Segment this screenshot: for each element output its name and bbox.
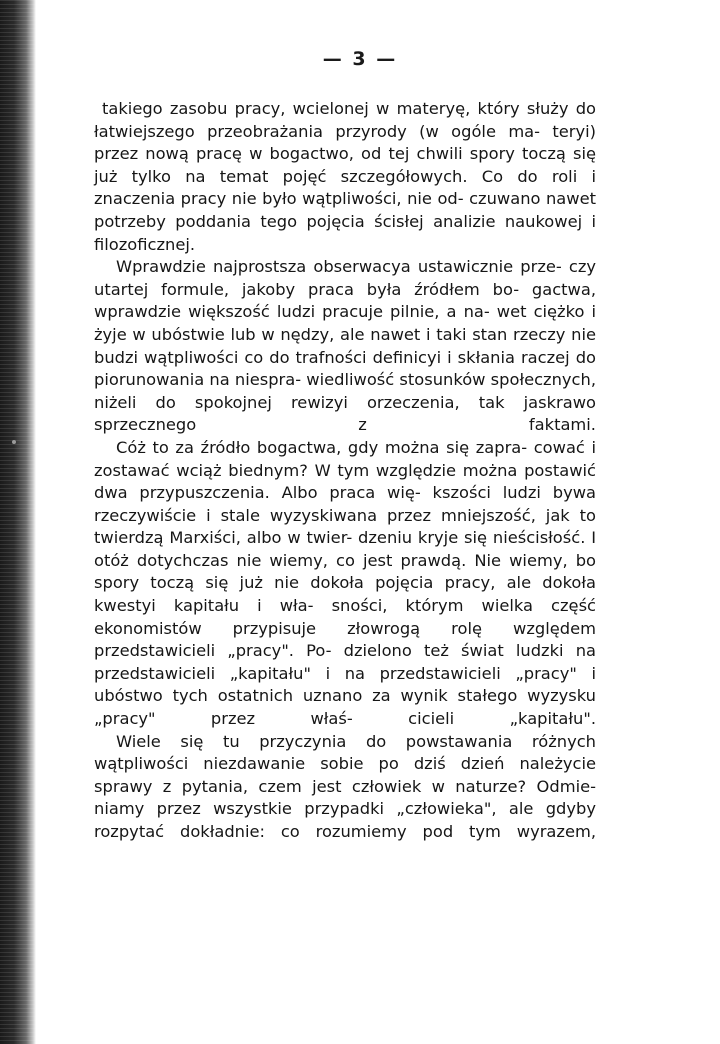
scan-speck: [12, 440, 16, 444]
page-number: — 3 —: [322, 48, 398, 70]
paragraph-3: Cóż to za źródło bogactwa, gdy można się zapra- cować i zostawać wciąż biednym? W tym względzie można postawić dwa przypuszczenia. Albo praca wię- kszości ludzi bywa rzeczywiście i stale wyzyskiwana przez mniejszość, jak to twierdzą Marxiści, albo w twier- dzeniu kryje się nieścisłość. I otóż dotychczas nie wiemy, co jest prawdą. Nie wiemy, bo spory toczą się już nie dokoła pojęcia pracy, ale dokoła kwestyi kapitału i wła- sności, którym wielka część ekonomistów przypisuje złowrogą rolę względem przedstawicieli „pracy". Po- dzielono też świat ludzki na przedstawicieli „kapitału" i na przedstawicieli „pracy" i ubóstwo tych ostatnich uznano za wynik stałego wyzysku „pracy" przez właś- cicieli „kapitału".: [94, 437, 596, 729]
paragraph-4: Wiele się tu przyczynia do powstawania różnych wątpliwości niezdawanie sobie po dziś dzień należycie sprawy z pytania, czem jest człowiek w naturze? Odmie- niamy przez wszystkie przypadki „człowieka", ale gdyby rozpytać dokładnie: co rozumiemy pod tym wyrazem,: [94, 731, 596, 841]
book-binding-edge: [0, 0, 36, 1044]
page-text-body: [94, 98, 596, 844]
paragraph-2: Wprawdzie najprostsza obserwacya ustawicznie prze- czy utartej formule, jakoby praca była źródłem bo- gactwa, wprawdzie większość ludzi pracuje pilnie, a na- wet ciężko i żyje w ubóstwie lub w nędzy, ale nawet i taki stan rzeczy nie budzi wątpliwości co do trafności definicyi i skłania raczej do piorunowania na niespra- wiedliwość stosunków społecznych, niżeli do spokojnej rewizyi orzeczenia, tak jaskrawo sprzecznego z faktami.: [94, 257, 596, 435]
paragraph-1: takiego zasobu pracy, wcielonej w materyę, który służy do łatwiejszego przeobrażania przyrody (w ogóle ma- teryi) przez nową pracę w bogactwo, od tej chwili spory toczą się już tylko na temat pojęć szczegółowych. Co do roli i znaczenia pracy nie było wątpliwości, nie od- czuwano nawet potrzeby poddania tego pojęcia ścisłej analizie naukowej i filozoficznej.: [94, 99, 596, 254]
